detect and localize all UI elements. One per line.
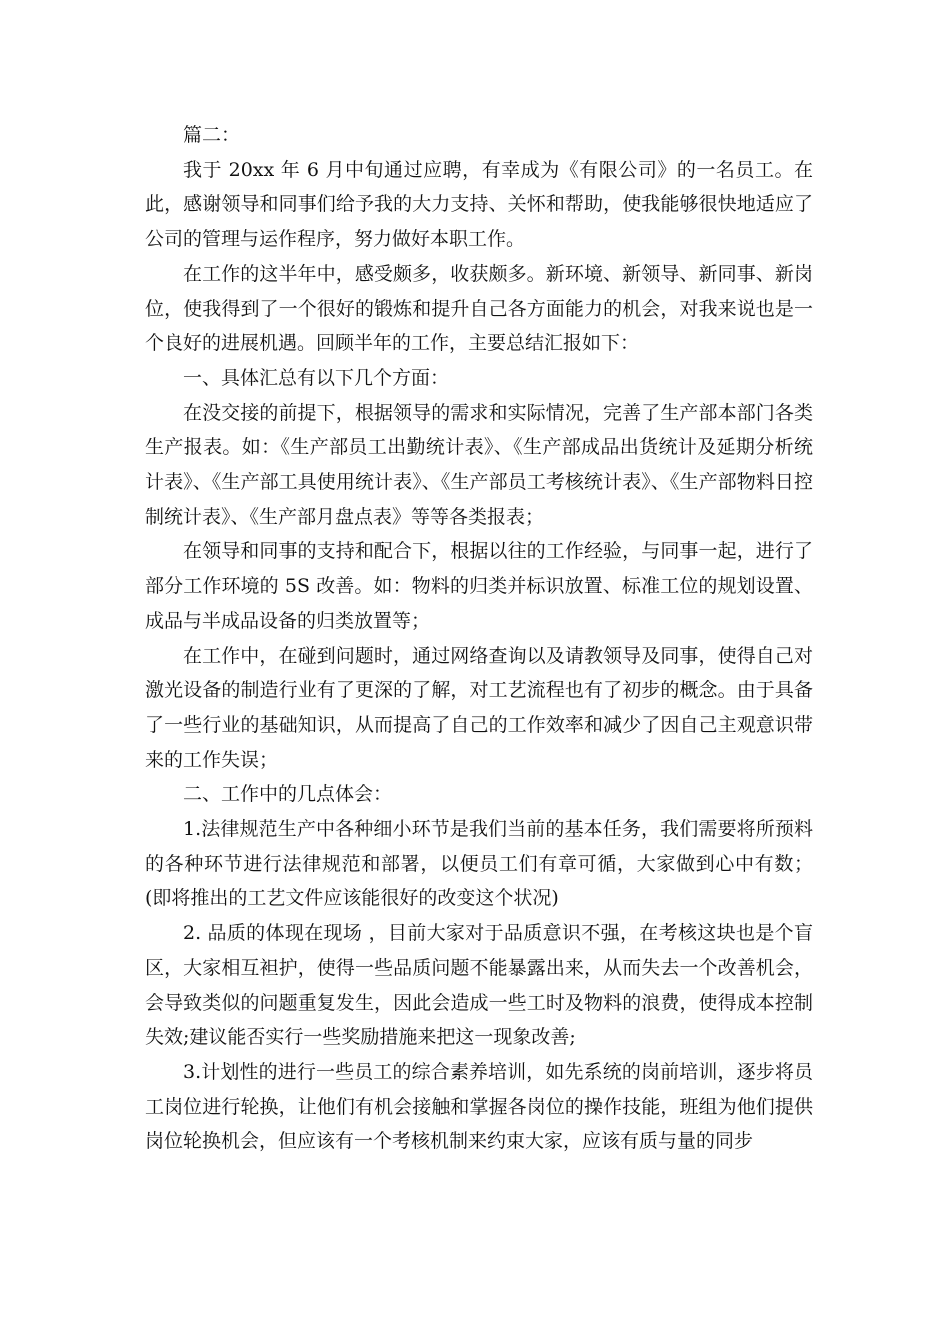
paragraph-half-year: 在工作的这半年中，感受颇多，收获颇多。新环境、新领导、新同事、新岗位，使我得到了一个很好的锻炼和提升自己各方面能力的机会，对我来说也是一个良好的进展机遇。回顾半年的工作，主要总结汇报如下： — [145, 262, 813, 355]
section-heading: 篇二： — [183, 124, 241, 146]
subheading-experience: 二、工作中的几点体会： — [183, 783, 393, 806]
subheading-aspects: 一、具体汇总有以下几个方面： — [183, 366, 450, 389]
paragraph-5s: 在领导和同事的支持和配合下，根据以往的工作经验，与同事一起，进行了部分工作环境的 5S 改善。如：物料的归类并标识放置、标准工位的规划设置、成品与半成品设备的归类放置等； — [145, 540, 813, 632]
paragraph-point-2: 2. 品质的体现在现场 ，目前大家对于品质意识不强，在考核这块也是个盲区，大家相互袒护，使得一些品质问题不能暴露出来，从而失去一个改善机会，会导致类似的问题重复发生，因此会造成一些工时及物料的浪费，使得成本控制失效;建议能否实行一些奖励措施来把这一现象改善; — [145, 922, 813, 1049]
paragraph-intro: 我于 20xx 年 6 月中旬通过应聘，有幸成为《有限公司》的一名员工。在此，感谢领导和同事们给予我的大力支持、关怀和帮助，使我能够很快地适应了公司的管理与运作程序，努力做好本职工作。 — [145, 158, 813, 251]
paragraph-learning: 在工作中，在碰到问题时，通过网络查询以及请教领导及同事，使得自己对激光设备的制造行业有了更深的了解，对工艺流程也有了初步的概念。由于具备了一些行业的基础知识，从而提高了自己的工作效率和减少了因自己主观意识带来的工作失误； — [145, 644, 813, 771]
paragraph-reports: 在没交接的前提下，根据领导的需求和实际情况，完善了生产部本部门各类生产报表。如：《生产部员工出勤统计表》、《生产部成品出货统计及延期分析统计表》、《生产部工具使用统计表》、《生产部员工考核统计表》、《生产部物料日控制统计表》、《生产部月盘点表》等等各类报表； — [145, 401, 813, 528]
paragraph-point-1: 1.法律规范生产中各种细小环节是我们当前的基本任务，我们需要将所预料的各种环节进行法律规范和部署，以便员工们有章可循，大家做到心中有数；(即将推出的工艺文件应该能很好的改变这个状况) — [145, 818, 813, 910]
document-body — [145, 118, 813, 1159]
paragraph-point-3: 3.计划性的进行一些员工的综合素养培训，如先系统的岗前培训，逐步将员工岗位进行轮换，让他们有机会接触和掌握各岗位的操作技能，班组为他们提供岗位轮换机会，但应该有一个考核机制来约束大家，应该有质与量的同步 — [145, 1060, 813, 1153]
